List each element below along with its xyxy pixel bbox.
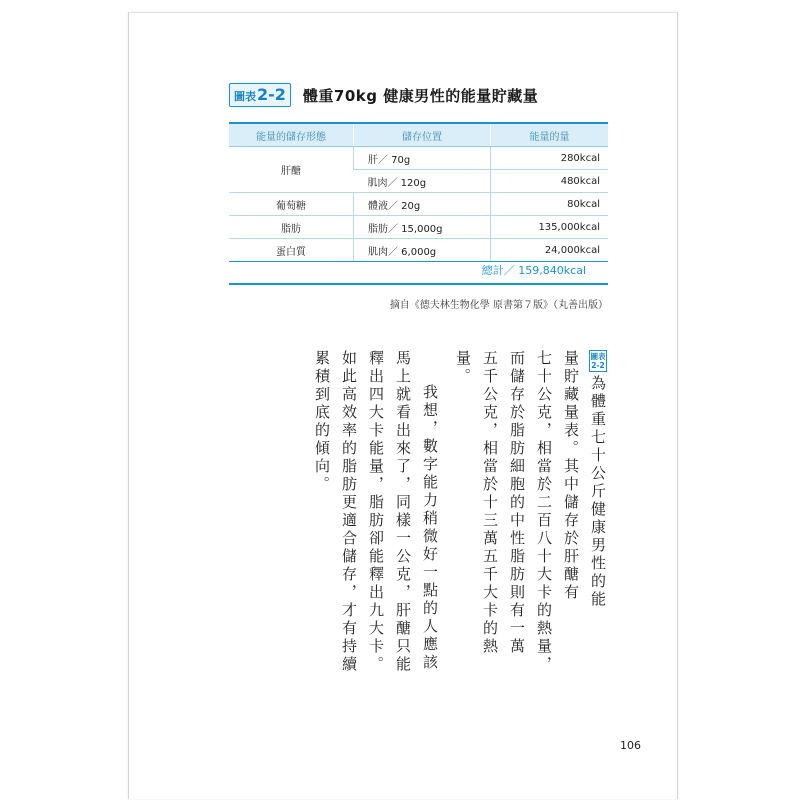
figure-badge-number: 2-2 — [257, 85, 286, 104]
body-column: 馬上就看出來了，同樣一公克，肝醣只能 — [394, 350, 412, 674]
table-row — [229, 193, 608, 216]
table-cell-location: 脂肪／ 15,000g — [354, 216, 491, 239]
table-cell-value: 80kcal — [491, 193, 609, 216]
body-column: 而儲存於脂肪細胞的中性脂肪則有一萬 — [508, 350, 526, 656]
body-column-text: 為體重七十公斤健康男性的能 — [589, 375, 607, 609]
page-number: 106 — [620, 739, 641, 752]
table-total: 總計／ 159,840kcal — [481, 264, 586, 277]
table-cell-location: 體液／ 20g — [354, 193, 491, 216]
body-column: 量。 — [454, 350, 472, 386]
inline-badge-bottom: 2-2 — [591, 361, 605, 370]
table-cell-value: 280kcal — [491, 147, 609, 170]
table-cell-form: 葡萄糖 — [229, 193, 354, 216]
table-cell-value: 480kcal — [491, 170, 609, 193]
body-column: 七十公克，相當於二百八十大卡的熱量， — [535, 350, 553, 674]
source-citation: 摘自《德夫林生物化學 原書第７版》（丸善出版） — [389, 300, 608, 311]
body-column: 我想，數字能力稍微好一點的人應該 — [421, 384, 439, 672]
energy-storage-table — [229, 122, 608, 262]
body-column: 如此高效率的脂肪更適合儲存，才有持續 — [340, 350, 358, 674]
table-cell-location: 肌肉／ 120g — [354, 170, 491, 193]
table-row — [229, 147, 608, 170]
table-header-value: 能量的量 — [491, 123, 609, 147]
table-cell-form: 脂肪 — [229, 216, 354, 239]
body-column: 累積到底的傾向。 — [313, 350, 331, 494]
table-header-location: 儲存位置 — [354, 123, 491, 147]
body-column: 釋出四大卡能量，脂肪卻能釋出九大卡。 — [367, 350, 385, 674]
figure-header — [229, 83, 538, 107]
table-cell-value: 24,000kcal — [491, 239, 609, 262]
table-cell-location: 肝／ 70g — [354, 147, 491, 170]
table-total-row — [229, 259, 608, 285]
table-cell-value: 135,000kcal — [491, 216, 609, 239]
body-column — [588, 350, 609, 609]
figure-title: 體重70kg 健康男性的能量貯藏量 — [302, 86, 539, 105]
table-cell-location: 肌肉／ 6,000g — [354, 239, 491, 262]
figure-badge-prefix: 圖表 — [234, 90, 256, 103]
table-row — [229, 216, 608, 239]
body-column: 五千公克，相當於十三萬五千大卡的熱 — [481, 350, 499, 656]
inline-figure-badge — [589, 350, 607, 372]
inline-badge-top: 圖表 — [590, 352, 606, 361]
figure-badge — [229, 83, 291, 107]
table-cell-form: 肝醣 — [229, 147, 354, 193]
table-header-form: 能量的儲存形態 — [229, 123, 354, 147]
body-column: 量貯藏量表。其中儲存於肝醣有 — [562, 350, 580, 602]
table-header-row — [229, 123, 608, 147]
table-cell-form: 蛋白質 — [229, 239, 354, 262]
